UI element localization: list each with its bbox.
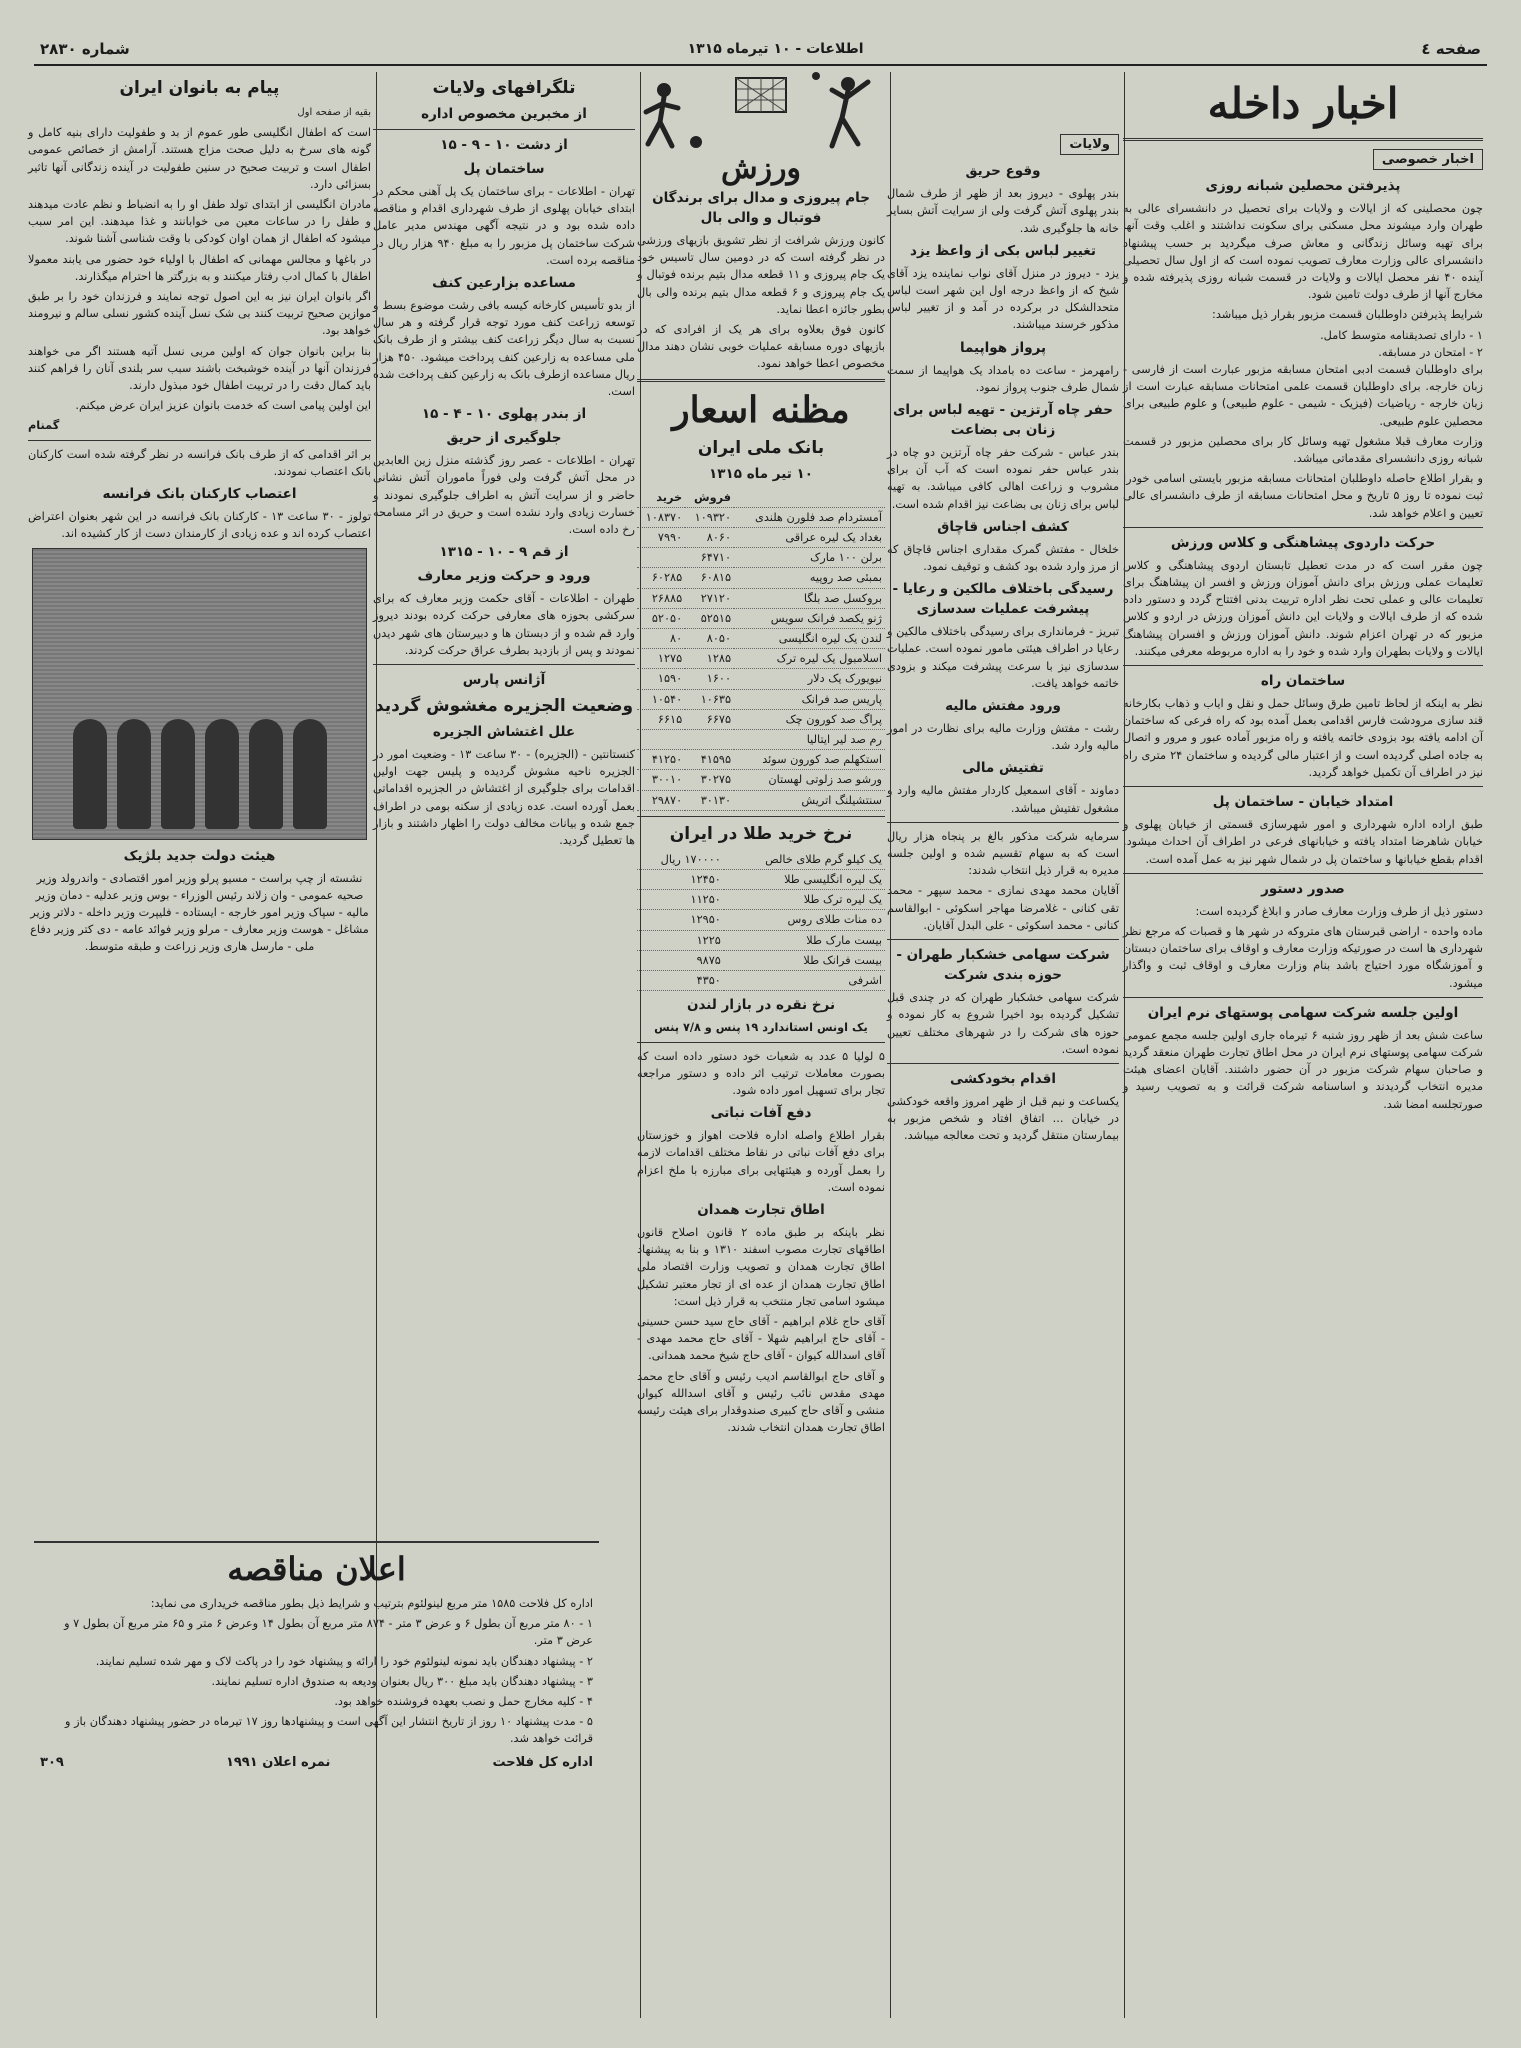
headline-bank-strike: اعتصاب کارکنان بانک فرانسه — [102, 486, 297, 503]
sell-rate — [685, 730, 734, 750]
gold-item: یک لیره انگلیسی طلا — [724, 870, 885, 890]
text-locust: بقرار اطلاع واصله اداره فلاحت اهواز و خوزستان برای دفع آفات نباتی در نقاط مختلف اقدامات لازمه را بعمل آورده و هیئتهایی برای مبارزه با ملخ اعزام نموده است. — [637, 1129, 885, 1194]
currency-name: پاریس صد فرانک — [734, 689, 885, 709]
buy-rate: ۸۰ — [637, 629, 685, 649]
text-smuggle: خلخال - مفتش گمرک مقداری اجناس قاچاق که از مرز وارد شده بود کشف و توقیف نمود. — [887, 542, 1119, 574]
column-1 — [1119, 72, 1487, 2018]
tender-item-2: ۲ - پیشنهاد دهندگان باید نمونه لینولئوم خود را ارائه و پیشنهاد خود را در پاکت لاک و مهر شده تسلیم نمایند. — [95, 1654, 593, 1668]
gold-item: ده منات طلای روس — [724, 910, 885, 930]
gold-row — [637, 930, 885, 950]
rates-col-sell: فروش — [685, 488, 734, 508]
dateline-2: از بندر پهلوی ۱۰ - ۴ - ۱۵ — [421, 406, 587, 423]
currency-name: برلن ۱۰۰ مارک — [734, 548, 885, 568]
rate-row — [637, 629, 885, 649]
rate-row — [637, 588, 885, 608]
rate-row — [637, 730, 885, 750]
tender-item-1: ۱ - ۸۰ متر مربع آن بطول ۶ و عرض ۳ متر - ۸۷۴ متر مربع آن بطول ۱۴ وعرض ۶ متر و ۶۵ متر مربع آن بطول ۷ و عرض ۳ متر. — [64, 1617, 593, 1648]
text-misc: ۵ لولیا ۵ عدد به شعبات خود دستور داده است که بصورت معاملات ترتیب اثر داده و دستور مراجعه تجار برای تسهیل امور داده شود. — [637, 1049, 885, 1097]
currency-name: نیویورک یک دلار — [734, 669, 885, 689]
sell-rate: ۱۰۹۳۲۰ — [685, 507, 734, 527]
headline-owners: رسیدگی باختلاف مالکین و رعایا - پیشرفت عملیات سدسازی — [892, 581, 1114, 618]
private-news-label: اخبار خصوصی — [1373, 149, 1483, 170]
currency-name: ژنو یکصد فرانک سویس — [734, 608, 885, 628]
rate-row — [637, 608, 885, 628]
photo-caption: نشسته از چپ براست - مسیو پرلو وزیر امور اقتصادی - واندرولد وزیر صحیه عمومی - وان زلاند رئیس الوزراء - بوس وزیر عدلیه - دمان وزیر مالیه - سپاک وزیر امور خارجه - ایستاده - فلیپرت وزیر داخله - دلاتر وزیر مشاغل - هوست وزیر معارف - مرلو وزیر فوائد عامه - دی کتر وزیر دفاع ملی - مارسل هاری وزیر زراعت و طبقه متوسط. — [30, 872, 369, 954]
condition-1: ۱ - دارای تصدیقنامه متوسط کامل. — [1320, 328, 1483, 342]
gold-title: نرخ خرید طلا در ایران — [669, 823, 853, 844]
text-jazira: کنستانتین - (الجزیره) - ۳۰ ساعت ۱۳ - وضعیت امور در الجزیره ناحیه مشوش گردیده و پلیس جهت اولین اقدامات برای جلوگیری از اغتشاش در الجزیره اقداماتی بعمل آورده است. عده زیادی از سکنه بومی در اطراف جمع شده و بیانات مخالف دولت را اظهار داشتند و بازار ها تعطیل گردید. — [373, 748, 635, 848]
sub-message: بقیه از صفحه اول — [297, 107, 371, 118]
rate-row — [637, 669, 885, 689]
person-figure — [205, 719, 239, 829]
rate-row — [637, 709, 885, 729]
text-well: بندر عباس - شرکت حفر چاه آرتزین دو چاه در بندر عباس حفر نموده است که آب آن برای مشروب و زراعت اهالی کافی میباشد. به تهیه لباس برای زنان بی بضاعت نیز اقدام شده است. — [887, 446, 1119, 511]
sport-header — [637, 72, 885, 184]
text-chamber: نظر باینکه بر طبق ماده ۲ قانون اصلاح قانون اطاقهای تجارت مصوب اسفند ۱۳۱۰ و بنا به پیشنهاد اطاق تجارت همدان و تصویب وزارت اقتصاد ملی اطاق تجارت همدان از عده ای از تجار معتبر تشکیل میشود اسامی تجار منتخب به قرار ذیل است: — [637, 1225, 885, 1308]
sell-rate: ۶۰۸۱۵ — [685, 568, 734, 588]
sell-rate: ۸۰۵۰ — [685, 629, 734, 649]
buy-rate: ۵۲۰۵۰ — [637, 608, 685, 628]
sell-rate: ۱۲۸۵ — [685, 649, 734, 669]
tender-title: اعلان مناقصه — [227, 1550, 406, 1588]
person-figure — [161, 719, 195, 829]
currency-name: بروکسل صد بلگا — [734, 588, 885, 608]
text-bank-strike: تولوز - ۳۰ ساعت ۱۳ - کارکنان بانک فرانسه در این شهر بعنوان اعتراض اعتصاب کرده اند و عده زیادی از کارمندان دست از کار کشیده اند. — [28, 510, 371, 541]
headline-chamber: اطاق تجارت همدان — [697, 1201, 825, 1218]
gold-price: ۱۷۰۰۰۰ ریال — [637, 850, 724, 870]
headline-locust: دفع آفات نباتی — [710, 1105, 812, 1122]
gold-price: ۴۳۵۰ — [637, 971, 724, 991]
text-ministry: وزارت معارف قبلا مشغول تهیه وسائل کار برای محصلین مزبور در قسمت شبانه روزی دانشسرای مقدماتی میباشد. — [1123, 434, 1483, 466]
silver-price: یک اونس استاندارد ۱۹ پنس و ۷/۸ پنس — [654, 1021, 868, 1035]
masthead — [34, 34, 1487, 66]
text-road: نظر به اینکه از لحاظ تامین طرق وسائل حمل و نقل و ایاب و ذهاب بکارخانه قند سازی مرودشت فارس اقدامی بعمل آمده بود که راه فرعی که ساختمان آن ادامه یافته بود بزودی خاتمه یافته و راه مزبور آماده عبور و مرور و اتصال به جاده اصلی گردیده است و از اعتبار مالی گردیده و ساختمان ۲۴ متری راه نیز در اطراف آن تکمیل خواهد گردید. — [1123, 697, 1483, 779]
rate-row — [637, 750, 885, 770]
sell-rate: ۶۶۷۵ — [685, 709, 734, 729]
photo-caption-title: هیئت دولت جدید بلژیک — [123, 848, 276, 865]
rate-row — [637, 528, 885, 548]
buy-rate: ۱۵۹۰ — [637, 669, 685, 689]
rates-col-name — [734, 488, 885, 508]
currency-name: بغداد یک لیره عراقی — [734, 528, 885, 548]
condition-2: ۲ - امتحان در مسابقه. — [1378, 345, 1483, 359]
headline-scout-camp: حرکت داردوی پیشاهنگی و کلاس ورزش — [1170, 534, 1436, 551]
text-acceptance: چون محصلینی که از ایالات و ولایات برای تحصیل در دانشسرای عالی به طهران وارد میشوند محل مسکنی برای سکونت نداشتند و اغلب وقت آنها برای تهیه وسائل زندگانی و معاش صرف میگردید بر حسب پیشنهاد دانشسرای عالی وزارت معارف تصویب نموده است که از اول سال تحصیلی آینده ۴۰ نفر محصل ایالات و ولایات در قسمت شبانه روزی پذیرفته شده و مخارج آنها از طرف دولت تامین شود. — [1123, 202, 1483, 302]
rates-date: ۱۰ تیر ماه ۱۳۱۵ — [709, 465, 813, 482]
gold-item: بیست مارک طلا — [724, 930, 885, 950]
tender-code: ۳۰۹ — [40, 1754, 64, 1770]
text-bank-intro: بر اثر اقدامی که از طرف بانک فرانسه در نظر گرفته شده است کارکنان بانک اعتصاب نمودند. — [28, 447, 371, 478]
sport-title: ورزش — [720, 151, 802, 186]
headline-suicide: اقدام بخودکشی — [950, 1070, 1056, 1087]
text-cup: کانون ورزش شرافت از نظر تشویق بازیهای ورزشی در نظر گرفته است که در دومین سال تاسیس خود یک جام پیروزی و ۱۱ قطعه مدال بتیم برنده فوتبال و یک جام پیروزی و ۶ قطعه مدال بتیم برنده والی بال بطور جائزه اعطا نماید. — [637, 234, 885, 316]
text-owners: تبریز - فرمانداری برای رسیدگی باختلاف مالکین و رعایا در اطراف هیئتی مامور نموده است. عملیات سدسازی نیز با سرعت پیشرفت میکند و بزودی خاتمه خواهد یافت. — [887, 625, 1119, 690]
dateline-3: از قم ۹ - ۱۰ - ۱۳۱۵ — [439, 544, 569, 561]
headline-meeting: اولین جلسه شرکت سهامی پوستهای نرم ایران — [1147, 1004, 1459, 1021]
signature: گمنام — [28, 419, 60, 433]
sell-rate: ۳۰۱۳۰ — [685, 790, 734, 810]
text-company: سرمایه شرکت مذکور بالغ بر پنجاه هزار ریال است که به سهام تقسیم شده و اولین جلسه مدیره به قرار ذیل انتخاب شدند: — [887, 829, 1119, 878]
headline-bridgebuild: ساختمان پل — [463, 161, 545, 177]
text-order: دستور ذیل از طرف وزارت معارف صادر و ابلاغ گردیده است: — [1195, 904, 1483, 918]
sport-players-illustration — [636, 72, 886, 154]
buy-rate: ۷۹۹۰ — [637, 528, 685, 548]
headline-message: پیام به بانوان ایران — [119, 78, 280, 98]
text-farm: از بدو تأسیس کارخانه کیسه بافی رشت موضوع بسط و توسعه زراعت کنف مورد توجه قرار گرفته و هر سال نسبت به سال دیگر زراعت کنف بیشتر و از طرف بانک ملی مساعده به زارعین کنف پرداخت میشود. ۴۵۰ هزار ریال مساعده ازطرف بانک به زارعین کنف پرداخت شده است. — [373, 299, 635, 399]
text-suicide: یکساعت و نیم قبل از ظهر امروز واقعه خودکشی در خیابان ... اتفاق افتاد و شخص مزبور به بیمارستان منتقل گردید و تحت معالجه میباشد. — [887, 1094, 1119, 1143]
headline-inspect: تفتیش مالی — [962, 760, 1044, 777]
text-minister: طهران - اطلاعات - آقای حکمت وزیر معارف که برای سرکشی بحوزه های معارفی حرکت کرده بودند دیروز وارد قم شده و از دبستان ها و دبیرستان های شهر دیدن نمودند و پس از بازدید بطرف عراق حرکت کردند. — [373, 592, 635, 657]
gold-row — [637, 870, 885, 890]
pars-agency: آژانس پارس — [462, 672, 546, 689]
headline-well: حفر چاه آرتزین - تهیه لباس برای زنان بی بضاعت — [893, 402, 1113, 439]
buy-rate: ۲۹۸۷۰ — [637, 790, 685, 810]
dateline-1: از دشت ۱۰ - ۹ - ۱۵ — [440, 137, 568, 153]
domestic-news-title: اخبار داخله — [1207, 79, 1399, 128]
column-3 — [632, 72, 891, 2018]
headline-acceptance: پذیرفتن محصلین شبانه روزی — [1205, 178, 1401, 195]
tender-item-5: ۵ - مدت پیشنهاد ۱۰ روز از تاریخ انتشار این آگهی است و پیشنهادها روز ۱۷ تیرماه در حضور پیشنهاد دهندگان باز و قرائت خواهد شد. — [65, 1715, 593, 1746]
text-message-2: مادران انگلیسی از ابتدای تولد طفل او را به انضباط و نظم عادت میدهند و طفل را در ساعات معین می خوابانند و غذا میدهند. این امر سبب میشود که اطفال از همان اوان کودکی با وقت شناسی آشنا شوند. — [28, 198, 371, 246]
buy-rate: ۲۶۸۸۵ — [637, 588, 685, 608]
column-2 — [882, 72, 1125, 2018]
gold-item: اشرفی — [724, 971, 885, 991]
text-cup-2: کانون فوق بعلاوه برای هر یک از افرادی که در بازیهای دوره مسابقه عملیات خوبی نشان دهند مدال مخصوص اعطا خواهد نمود. — [637, 323, 885, 371]
exchange-rates-title: مظنه اسعار — [672, 388, 850, 431]
text-message-1: است که اطفال انگلیسی طور عموم از بد و طفولیت دارای بنیه کامل و گونه های سرخ به دلیل صحت مزاج هستند. آرامش از خصائص عمومی اطفال است و تربیت صحیح در سنین طفولیت در آینده زندگانی آنها تاثیر بسزائی دارد. — [28, 126, 371, 191]
text-fire: بندر پهلوی - دیروز بعد از ظهر از طرف شمال بندر پهلوی آتش گرفت ولی از سرایت آتش بسایر خانه ها جلوگیری شد. — [887, 187, 1119, 235]
text-exam: برای داوطلبان قسمت ادبی امتحان مسابقه مزبور عبارت است از فارسی - زبان خارجه. برای داوطلبان قسمت علمی امتحانات مسابقه عبارت است از زبان خارجه - ریاضیات (فیزیک - شیمی - علوم طبیعی) و علوم طبیعی برای محصلین علوم طبیعی. — [1123, 363, 1483, 428]
currency-name: پراگ صد کورون چک — [734, 709, 885, 729]
text-deadline: و بقرار اطلاع حاصله داوطلبان امتحانات مسابقه مزبور بایستی اسامی خودرا ثبت نموده تا روز ۵ تاریخ و محل امتحانات مسابقه از طرف دانشسرای عالی تعیین و اعلام خواهد شد. — [1123, 472, 1483, 520]
headline-tehran-company: شرکت سهامی خشکبار طهران - حوزه بندی شرکت — [896, 947, 1110, 984]
text-bridge: طبق اراده اداره شهرداری و امور شهرسازی قسمتی از خیابان پهلوی و خیابان شاهرضا امتداد یافته و خیابانهای فرعی در اطراف آن احداث میشود. اقدام بقطع خیابانها و ساختمان پل در شمال شهر نیز به عمل آمده است. — [1123, 818, 1483, 866]
person-figure — [117, 719, 151, 829]
text-inspect: دماوند - آقای اسمعیل کاردار مفتش مالیه وارد و مشغول تفتیش میباشد. — [887, 784, 1119, 815]
tender-text: اداره کل فلاحت ۱۵۸۵ متر مربع لینولئوم بترتیب و شرایط ذیل بطور مناقصه خریداری می نماید: — [150, 1597, 593, 1610]
cabinet-photo — [32, 548, 367, 840]
headline-fire: وقوع حریق — [965, 163, 1041, 180]
gold-item: یک کیلو گرم طلای خالص — [724, 850, 885, 870]
headline-firestop: جلوگیری از حریق — [446, 430, 562, 447]
gold-row — [637, 971, 885, 991]
buy-rate: ۳۰۰۱۰ — [637, 770, 685, 790]
text-meeting: ساعت شش بعد از ظهر روز شنبه ۶ تیرماه جاری اولین جلسه مجمع عمومی شرکت سهامی پوستهای نرم ایران در محل اطاق تجارت طهران منعقد گردید و صاحبان سهام شرکت مزبور در آن حضور داشتند. آقایان اعضای هیئت مدیره انتخاب گردیدند و اساسنامه شرکت قرائت و به تصویب رسید و صورتجلسه امضا شد. — [1123, 1028, 1483, 1111]
currency-name: لندن یک لیره انگلیسی — [734, 629, 885, 649]
tender-item-3: ۳ - پیشنهاد دهندگان باید مبلغ ۳۰۰ ریال بعنوان ودیعه به صندوق اداره تسلیم نمایند. — [211, 1674, 593, 1688]
buy-rate: ۴۱۲۵۰ — [637, 750, 685, 770]
issue-date: اطلاعات - ۱۰ تیرماه ۱۳۱۵ — [687, 41, 864, 57]
headline-plane: پرواز هواپیما — [959, 339, 1047, 356]
currency-name: ورشو صد زلوتی لهستان — [734, 770, 885, 790]
gold-item: یک لیره ترک طلا — [724, 890, 885, 910]
text-message-5: بنا براین بانوان جوان که اولین مربی نسل آتیه هستند اگر می خواهند فرزندان آنها در آینده خوشبخت باشند سبب سر بلندی آنان را فراهم کنند باید کمال دقت را در تربیت اطفال خود مبذول دارند. — [28, 344, 371, 393]
text-message-4: اگر بانوان ایران نیز به این اصول توجه نمایند و فرزندان خود را بر طبق موازین صحیح تربیت کنند بی شک نسل آینده کشور نسلی سالم و نیرومند خواهد بود. — [28, 290, 371, 338]
gold-row — [637, 950, 885, 970]
text-dress: یزد - دیروز در منزل آقای نواب نماینده یزد آقای شیخ که از واعظ درجه اول این شهر است لباس متحدالشکل در برکرده در آمد و از تغییر لباس مذکور خرسند میباشند. — [887, 266, 1119, 332]
silver-title: نرخ نقره در بازار لندن — [686, 997, 836, 1014]
text-names: آقایان محمد مهدی نمازی - محمد سپهر - محمد تقی کنانی - غلامرضا مهاجر اسکوئی - ابوالقاسم کنانی - محمد اسکوئی - علی البدل آقایان. — [887, 884, 1119, 932]
currency-name: استکهلم صد کورون سوئد — [734, 750, 885, 770]
tender-item-4: ۴ - کلیه مخارج حمل و نصب بعهده فروشنده خواهد بود. — [334, 1695, 593, 1709]
headline-telegrams: تلگرافهای ولایات — [432, 78, 576, 98]
tender-issuer: اداره کل فلاحت — [492, 1754, 593, 1770]
text-tehran-company: شرکت سهامی خشکبار طهران که در چندی قبل تشکیل گردیده بود اخیرا شروع به کار نموده و حوزه های شرکت را در شهرهای مختلف تعیین نموده است. — [887, 991, 1119, 1056]
provinces-label: ولایات — [1060, 134, 1119, 155]
sell-rate: ۲۷۱۲۰ — [685, 588, 734, 608]
text-members-2: و آقای حاج ابوالقاسم ادیب رئیس و آقای حاج محمد مهدی مقدس نائب رئیس و آقای اسدالله کیوان منشی و آقای حاج کبیری صندوقدار برای هیئت رئیسه اطاق تجارت همدان انتخاب شدند. — [637, 1369, 885, 1435]
rate-row — [637, 649, 885, 669]
rate-row — [637, 507, 885, 527]
gold-price: ۱۲۴۵۰ — [637, 870, 724, 890]
gold-price: ۹۸۷۵ — [637, 950, 724, 970]
text-order-2: ماده واحده - اراضی قبرستان های متروکه در شهر ها و قصبات که مرجع نظر شهرداری ها است در صورتیکه وزارت معارف و اوقاف برای ساختمان دبستان و آموزشگاه مورد احتیاج باشد بنام وزارت معارف و اوقاف ثبت و واگذار میشود. — [1123, 924, 1483, 990]
buy-rate: ۶۶۱۵ — [637, 709, 685, 729]
gold-price: ۱۲۲۵ — [637, 930, 724, 950]
rate-row — [637, 568, 885, 588]
headline-jazira: وضعیت الجزیره مغشوش گردید — [374, 696, 634, 717]
gold-price: ۱۲۹۵۰ — [637, 910, 724, 930]
exchange-rates-table — [637, 488, 885, 811]
headline-minister: ورود و حرکت وزیر معارف — [417, 568, 591, 585]
headline-cup: جام پیروزی و مدال برای برندگان فوتبال و والی بال — [652, 190, 870, 226]
sell-rate: ۱۰۶۳۵ — [685, 689, 734, 709]
gold-item: بیست فرانک طلا — [724, 950, 885, 970]
gold-price: ۱۱۲۵۰ — [637, 890, 724, 910]
sub-telegrams: از مخبرین مخصوص اداره — [421, 106, 587, 122]
gold-row — [637, 910, 885, 930]
currency-name: سنتشیلنگ اتریش — [734, 790, 885, 810]
gold-row — [637, 890, 885, 910]
person-figure — [249, 719, 283, 829]
currency-name: رم صد لیر ایتالیا — [734, 730, 885, 750]
bank-name: بانک ملی ایران — [697, 437, 825, 458]
sell-rate: ۱۶۰۰ — [685, 669, 734, 689]
text-message-3: در باغها و مجالس مهمانی که اطفال با اولیاء خود حضور می یابند معمولا اطفال با کمال ادب رفتار میکنند و به بزرگتر ها احترام میگذارند. — [28, 252, 371, 283]
person-figure — [293, 719, 327, 829]
rates-col-buy: خرید — [637, 488, 685, 508]
headline-farm: مساعده بزارعین کنف — [432, 275, 576, 292]
currency-name: آمستردام صد فلورن هلندی — [734, 507, 885, 527]
buy-rate: ۶۰۲۸۵ — [637, 568, 685, 588]
headline-finance: ورود مفتش مالیه — [945, 698, 1061, 715]
currency-name: بمبئی صد روپیه — [734, 568, 885, 588]
text-conditions: شرایط پذیرفتن داوطلبان قسمت مزبور بقرار ذیل میباشد: — [1212, 308, 1483, 322]
buy-rate: ۱۰۸۳۷۰ — [637, 507, 685, 527]
rate-row — [637, 790, 885, 810]
buy-rate: ۱۲۷۵ — [637, 649, 685, 669]
text-scout-camp: چون مقرر است که در مدت تعطیل تابستان اردوی پیشاهنگی و کلاس تعلیمات عملی ورزش برای دانش آموزان ورزش و افسر ان پیشاهنگ برای تعلیمات عالی و عملی تحت نظر اداره تربیت بدنی افتتاح گردد و دستور داده شده که از طرف ایالات و ولایات این دانش آموزان ورزش در اردو و کلاس مزبور که در تهران اعزام شوند. دانش آموزان ورزش و افسران پیشاهنگ ایالات و ولایات بطهران وارد شده و خود را به اداره مربوطه معرفی میکنند. — [1123, 558, 1483, 658]
issue-number: شماره ۲۸۳۰ — [40, 40, 130, 58]
person-figure — [73, 719, 107, 829]
sell-rate: ۳۰۲۷۵ — [685, 770, 734, 790]
buy-rate — [637, 730, 685, 750]
sell-rate: ۶۴۷۱۰ — [685, 548, 734, 568]
text-bridgebuild: تهران - اطلاعات - برای ساختمان یک پل آهنی محکم در ابتدای خیابان پهلوی از طرف شهرداری اقدام و مناقصه داده شده بود و در نتیجه آگهی مهندس مدیر عامل شرکت ساختمان پل مزبور را به مبلغ ۹۴۰ هزار ریال در مناقصه برده است. — [373, 185, 635, 267]
headline-road: ساختمان راه — [1260, 673, 1346, 690]
text-message-6: این اولین پیامی است که خدمت بانوان عزیز ایران عرض میکنم. — [75, 399, 371, 413]
text-plane: رامهرمز - ساعت ده بامداد یک هواپیما از سمت شمال طرف جنوب پرواز نمود. — [887, 363, 1119, 394]
gold-table — [637, 850, 885, 991]
rate-row — [637, 770, 885, 790]
text-finance: رشت - مفتش وزارت مالیه برای نظارت در امور مالیه وارد شد. — [887, 722, 1119, 753]
text-members: آقای حاج غلام ابراهیم - آقای حاج سید حسن حسینی - آقای حاج ابراهیم شهلا - آقای حاج محمد مهدی - آقای اسدالله کیوان - آقای حاج شیخ محمد همدانی. — [637, 1314, 885, 1363]
sell-rate: ۸۰۶۰ — [685, 528, 734, 548]
headline-dress: تغییر لباس بکی از واعظ یزد — [910, 242, 1096, 259]
headline-order: صدور دستور — [1261, 880, 1345, 897]
currency-name: اسلامبول یک لیره ترک — [734, 649, 885, 669]
buy-rate: ۱۰۵۴۰ — [637, 689, 685, 709]
tender-ad-number: نمره اعلان ۱۹۹۱ — [225, 1754, 331, 1770]
buy-rate — [637, 548, 685, 568]
text-firestop: تهران - اطلاعات - عصر روز گذشته منزل زین العابدین در محل آتش گرفت ولی فوراً ماموران آتش نشانی حاضر و از سرایت آتش به اطراف جلوگیری نمودند و خسارت زیادی وارد نشده است و حریق در اثر مسامحه رخ داده است. — [373, 454, 635, 537]
headline-smuggle: کشف اجناس قاچاق — [937, 518, 1069, 535]
headline-bridge: امتداد خیابان - ساختمان پل — [1212, 794, 1394, 811]
sell-rate: ۴۱۵۹۵ — [685, 750, 734, 770]
rate-row — [637, 689, 885, 709]
rate-row — [637, 548, 885, 568]
sub-jazira: علل اغتشاش الجزیره — [432, 724, 576, 741]
gold-row — [637, 850, 885, 870]
sell-rate: ۵۲۵۱۵ — [685, 608, 734, 628]
tender-ad — [34, 1541, 599, 2018]
page-number: صفحه ٤ — [1421, 40, 1481, 58]
